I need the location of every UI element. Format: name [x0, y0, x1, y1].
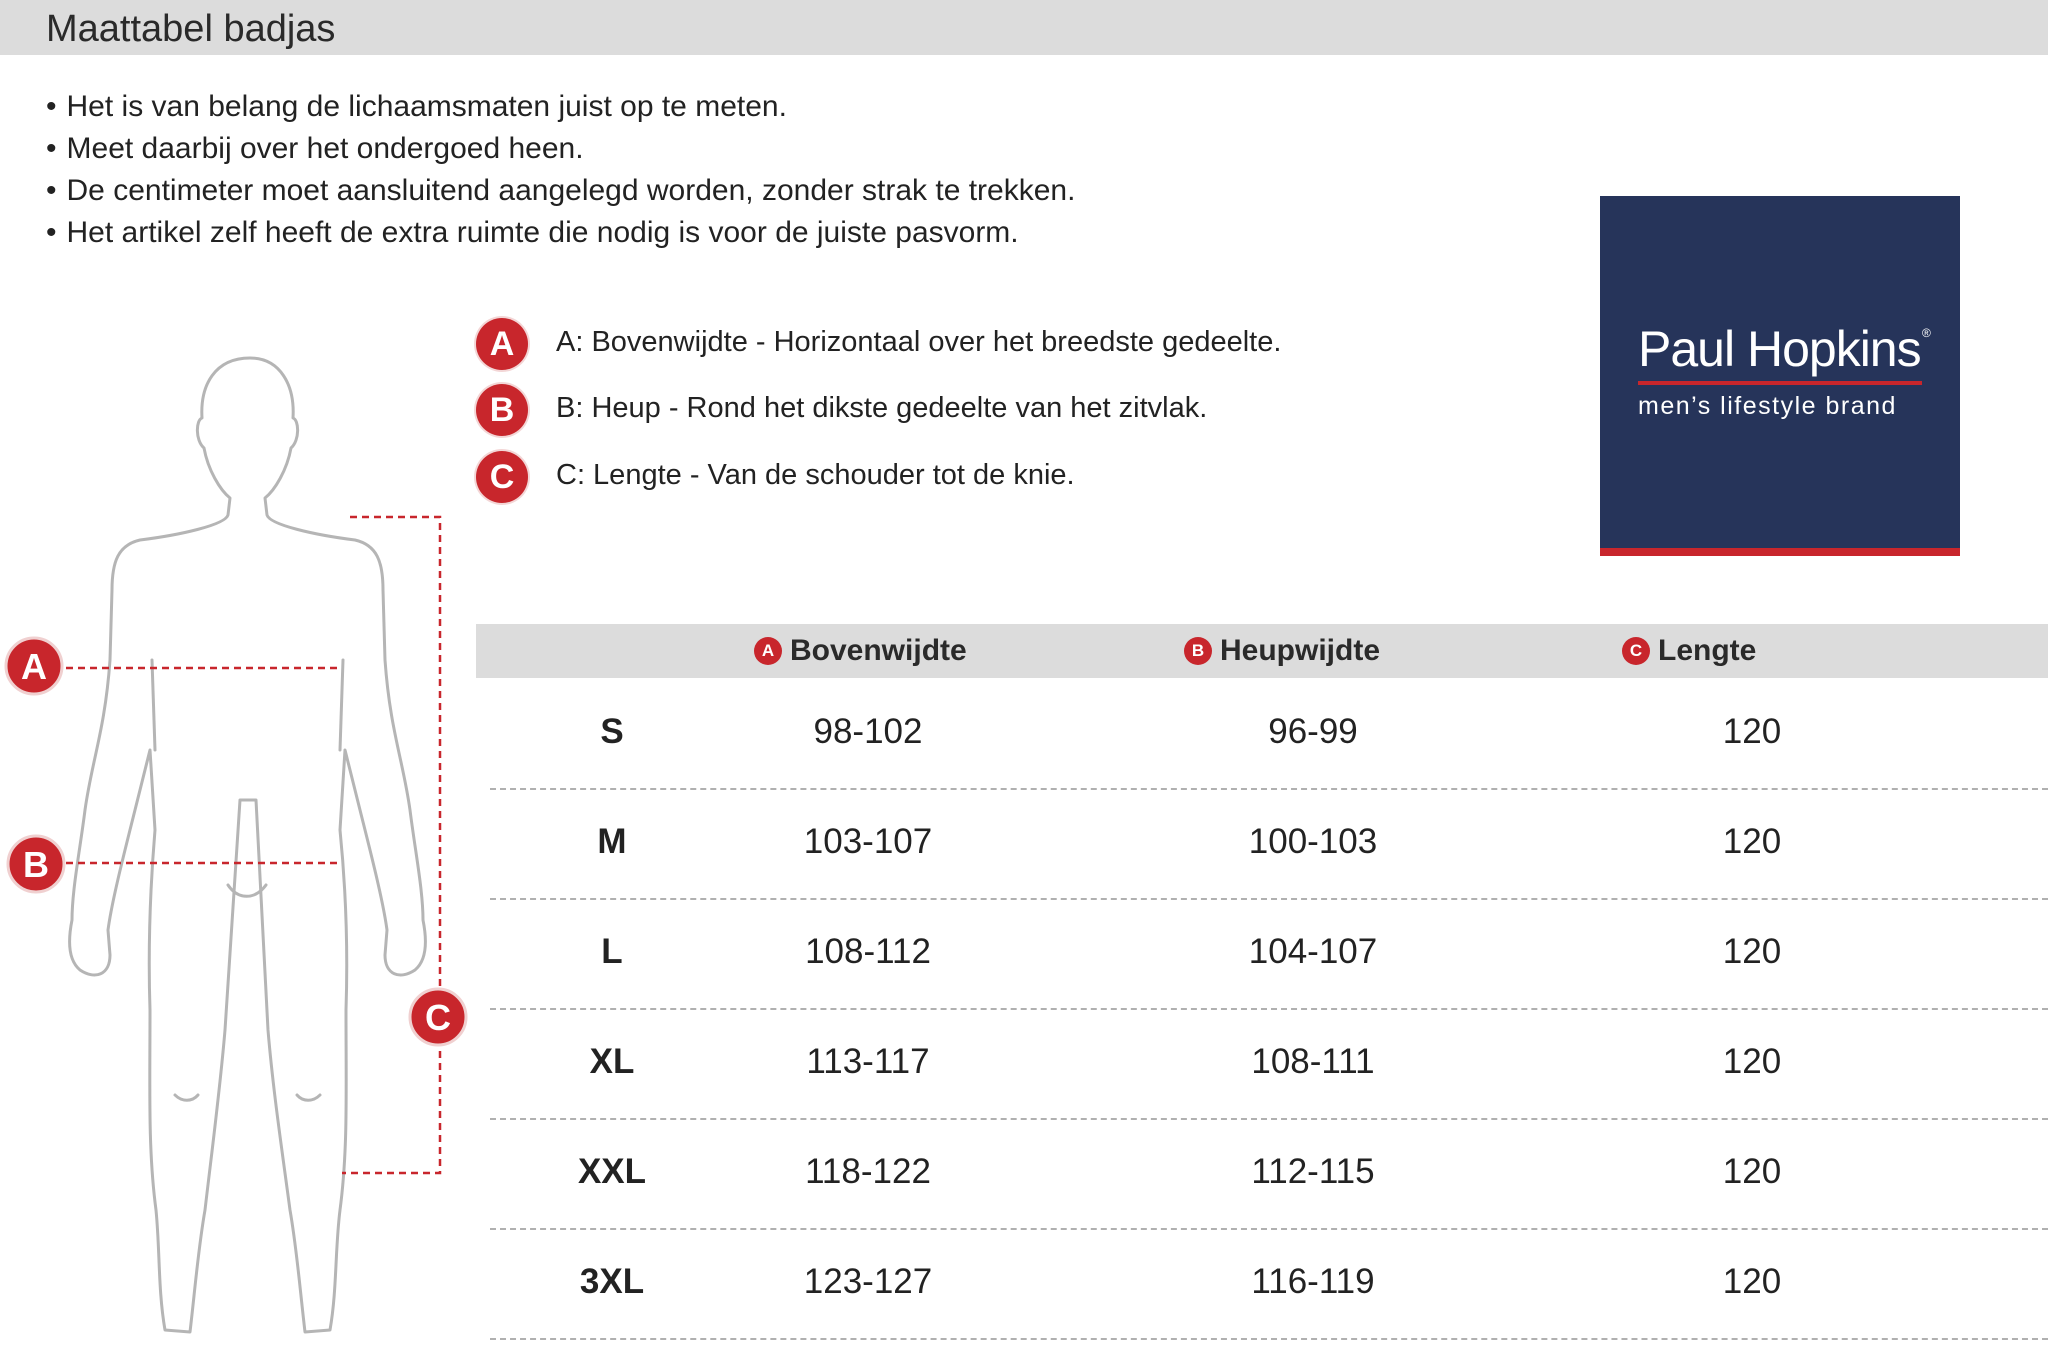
badge-c-icon: C — [476, 451, 528, 503]
instructions-list — [46, 86, 1075, 254]
heupwijdte-cell: 116-119 — [1251, 1262, 1375, 1301]
marker-a-label: A — [21, 646, 47, 687]
marker-c-label: C — [425, 997, 451, 1038]
bovenwijdte-cell: 98-102 — [813, 712, 923, 751]
badge-a-icon: A — [754, 637, 782, 665]
size-cell: XL — [589, 1042, 635, 1081]
bovenwijdte-cell: 113-117 — [806, 1042, 930, 1081]
size-cell: XXL — [577, 1152, 647, 1191]
legend-item-b — [476, 384, 1376, 436]
instruction-item: • Het artikel zelf heeft de extra ruimte die nodig is voor de juiste pasvorm. — [46, 212, 1075, 254]
header-heupwijdte — [1184, 634, 1380, 668]
table-header — [476, 624, 2048, 678]
badge-a-icon: A — [476, 318, 528, 370]
lengte-cell: 120 — [1722, 1152, 1782, 1191]
body-measurement-figure — [0, 330, 470, 1352]
legend-text: B: Heup - Rond het dikste gedeelte van het zitvlak. — [556, 392, 1208, 424]
header-label: Heupwijdte — [1220, 634, 1381, 667]
header-bovenwijdte — [754, 634, 967, 668]
registered-mark: ® — [1922, 326, 1931, 340]
legend-text: C: Lengte - Van de schouder tot de knie. — [556, 459, 1075, 491]
title-bar — [0, 0, 2048, 55]
lengte-cell: 120 — [1722, 1262, 1782, 1301]
table-row — [490, 678, 2048, 790]
body-outline-icon — [70, 358, 426, 1332]
instruction-item: • Het is van belang de lichaamsmaten juist op te meten. — [46, 86, 1075, 128]
instruction-item: • De centimeter moet aansluitend aangelegd worden, zonder strak te trekken. — [46, 170, 1075, 212]
logo-divider — [1638, 381, 1922, 385]
heupwijdte-cell: 112-115 — [1251, 1152, 1375, 1191]
bovenwijdte-cell: 118-122 — [805, 1152, 931, 1191]
size-cell: L — [601, 932, 623, 971]
legend-item-a — [476, 318, 1376, 370]
lengte-cell: 120 — [1722, 712, 1782, 751]
lengte-cell: 120 — [1722, 932, 1782, 971]
header-label: Lengte — [1658, 634, 1757, 667]
table-row — [490, 1008, 2048, 1120]
brand-tagline: men’s lifestyle brand — [1638, 392, 1897, 420]
heupwijdte-cell: 96-99 — [1268, 712, 1358, 751]
marker-c-icon — [410, 989, 466, 1045]
brand-name: Paul Hopkins — [1638, 321, 1921, 377]
table-row — [490, 1118, 2048, 1230]
instruction-item: • Meet daarbij over het ondergoed heen. — [46, 128, 1075, 170]
measure-line-c — [342, 517, 440, 1173]
header-label: Bovenwijdte — [790, 634, 967, 667]
lengte-cell: 120 — [1722, 1042, 1782, 1081]
badge-b-icon: B — [476, 384, 528, 436]
heupwijdte-cell: 108-111 — [1251, 1042, 1375, 1081]
heupwijdte-cell: 104-107 — [1248, 932, 1378, 971]
legend-text: A: Bovenwijdte - Horizontaal over het breedste gedeelte. — [556, 326, 1282, 358]
marker-b-icon — [8, 836, 64, 892]
header-lengte — [1622, 634, 1756, 668]
heupwijdte-cell: 100-103 — [1248, 822, 1378, 861]
brand-logo — [1600, 196, 1960, 556]
size-cell: M — [597, 822, 627, 861]
lengte-cell: 120 — [1722, 822, 1782, 861]
badge-b-icon: B — [1184, 637, 1212, 665]
page-title: Maattabel badjas — [46, 8, 336, 50]
size-cell: S — [600, 712, 624, 751]
marker-b-label: B — [23, 844, 49, 885]
badge-c-icon: C — [1622, 637, 1650, 665]
marker-a-icon — [6, 638, 62, 694]
bovenwijdte-cell: 108-112 — [805, 932, 931, 971]
bovenwijdte-cell: 103-107 — [803, 822, 933, 861]
table-row — [490, 1228, 2048, 1340]
table-row — [490, 788, 2048, 900]
legend-item-c — [476, 451, 1376, 503]
size-cell: 3XL — [579, 1262, 645, 1301]
table-row — [490, 898, 2048, 1010]
bovenwijdte-cell: 123-127 — [803, 1262, 933, 1301]
